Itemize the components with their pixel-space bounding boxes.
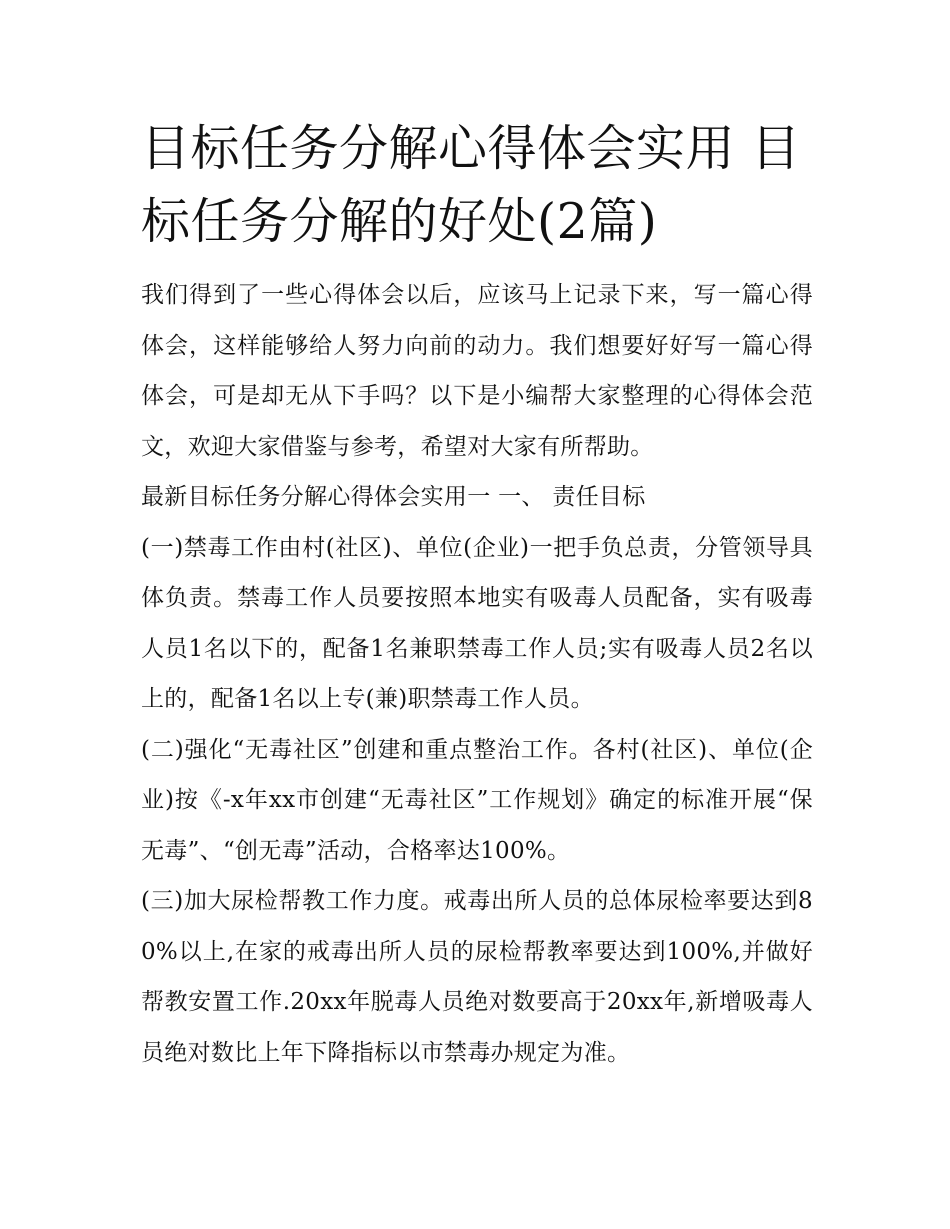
paragraph-item-1: (一)禁毒工作由村(社区)、单位(企业)一把手负总责，分管领导具体负责。禁毒工作人员要按照本地实有吸毒人员配备，实有吸毒人员1名以下的，配备1名兼职禁毒工作人员;实有吸毒人员2名以上的，配备1名以上专(兼)职禁毒工作人员。 <box>141 534 813 712</box>
paragraph-intro: 我们得到了一些心得体会以后，应该马上记录下来，写一篇心得体会，这样能够给人努力向前的动力。我们想要好好写一篇心得体会，可是却无从下手吗？以下是小编帮大家整理的心得体会范文，欢迎大家借鉴与参考，希望对大家有所帮助。 <box>141 282 813 460</box>
document-body <box>141 270 813 1078</box>
document-content <box>141 112 813 1078</box>
paragraph-item-3: (三)加大尿检帮教工作力度。戒毒出所人员的总体尿检率要达到80%以上,在家的戒毒出所人员的尿检帮教率要达到100%,并做好帮教安置工作.20xx年脱毒人员绝对数要高于20xx年,新增吸毒人员绝对数比上年下降指标以市禁毒办规定为准。 <box>141 888 813 1066</box>
paragraph-item-2: (二)强化“无毒社区”创建和重点整治工作。各村(社区)、单位(企业)按《-x年xx市创建“无毒社区”工作规划》确定的标准开展“保无毒”、“创无毒”活动，合格率达100%。 <box>141 736 813 864</box>
document-title: 目标任务分解心得体会实用 目标任务分解的好处(2篇) <box>141 120 801 250</box>
paragraph-section-heading: 最新目标任务分解心得体会实用一 一、 责任目标 <box>141 484 646 510</box>
